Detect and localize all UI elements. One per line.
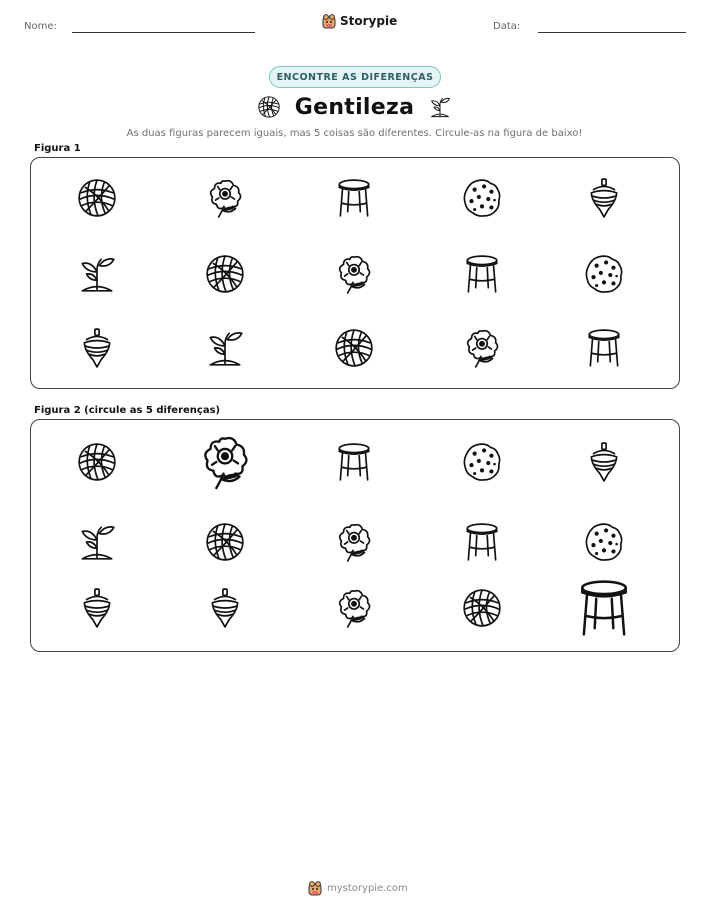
spinning-top-icon (76, 327, 118, 369)
storypie-mascot-icon (308, 880, 322, 896)
cookie-icon[interactable] (461, 441, 503, 483)
yarn-ball-icon[interactable] (204, 521, 246, 563)
stool-icon (333, 177, 375, 219)
yarn-ball-icon (76, 177, 118, 219)
yarn-ball-icon (333, 327, 375, 369)
stool-icon[interactable] (461, 521, 503, 563)
stool-icon[interactable] (573, 577, 635, 639)
stool-icon (461, 253, 503, 295)
cookie-icon (461, 177, 503, 219)
figure-2-panel[interactable] (30, 419, 680, 652)
activity-badge: ENCONTRE AS DIFERENÇAS (269, 66, 441, 88)
yarn-ball-icon (204, 253, 246, 295)
flower-icon (204, 177, 246, 219)
stool-icon (583, 327, 625, 369)
sprout-icon (76, 253, 118, 295)
name-field[interactable] (72, 32, 255, 33)
sprout-icon (204, 327, 246, 369)
yarn-ball-icon (257, 95, 281, 119)
figure-1-label: Figura 1 (34, 143, 81, 154)
cookie-icon[interactable] (583, 521, 625, 563)
date-label: Data: (493, 21, 521, 32)
flower-icon[interactable] (333, 587, 375, 629)
yarn-ball-icon[interactable] (76, 441, 118, 483)
figure-1-panel (30, 157, 680, 389)
date-field[interactable] (538, 32, 686, 33)
name-label: Nome: (24, 21, 57, 32)
spinning-top-icon[interactable] (76, 587, 118, 629)
yarn-ball-icon[interactable] (461, 587, 503, 629)
flower-icon (333, 253, 375, 295)
flower-icon[interactable] (333, 521, 375, 563)
title-row (0, 90, 709, 124)
storypie-mascot-icon (322, 13, 336, 29)
footer (308, 880, 408, 896)
stool-icon[interactable] (333, 441, 375, 483)
brand-name: Storypie (340, 14, 398, 28)
sprout-icon (428, 93, 452, 121)
instructions: As duas figuras parecem iguais, mas 5 coisas são diferentes. Circule-as na figura de baixo! (126, 128, 583, 139)
footer-url: mystorypie.com (327, 882, 408, 894)
brand-logo (322, 13, 397, 29)
spinning-top-icon (583, 177, 625, 219)
flower-icon[interactable] (196, 433, 254, 491)
figure-2-label: Figura 2 (circule as 5 diferenças) (34, 405, 221, 416)
spinning-top-icon[interactable] (204, 587, 246, 629)
flower-icon (461, 327, 503, 369)
spinning-top-icon[interactable] (583, 441, 625, 483)
cookie-icon (583, 253, 625, 295)
sprout-icon[interactable] (76, 521, 118, 563)
page-title: Gentileza (294, 94, 415, 120)
